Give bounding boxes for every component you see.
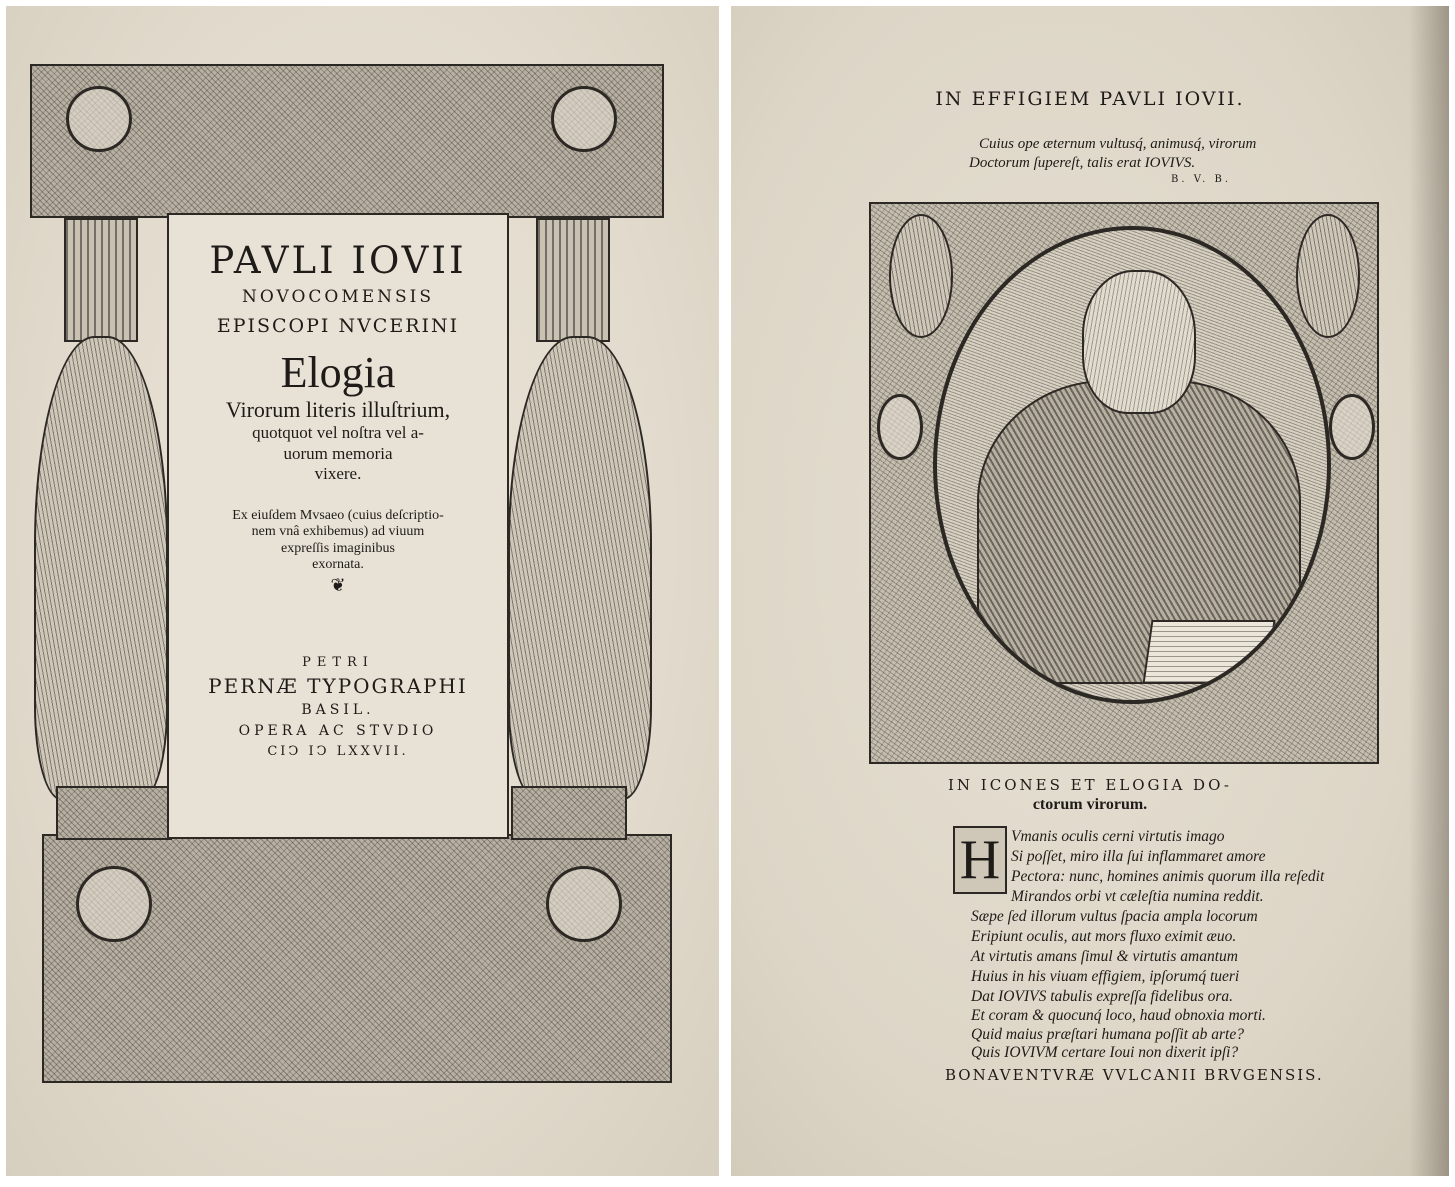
- musaeo-line: Ex eiuſdem Mvsaeo (cuius deſcriptio-: [232, 507, 444, 523]
- poem-line: Sæpe ſed illorum vultus ſpacia ampla locorum: [971, 908, 1258, 925]
- sitter-head: [1082, 270, 1196, 414]
- imprint-printer: PERNÆ TYPOGRAPHI: [208, 673, 468, 698]
- subtitle-line: quotquot vel noſtra vel a-: [252, 422, 424, 442]
- epigram-initials: B. V. B.: [1171, 174, 1232, 185]
- imprint-date: CIϽ IϽ LXXVII.: [267, 744, 409, 760]
- drop-cap-initial: H: [953, 826, 1007, 894]
- poem-line: Huius in his viuam effigiem, ipſorumq́ tueri: [971, 968, 1240, 985]
- poem-line: Vmanis oculis cerni virtutis imago: [1011, 828, 1225, 845]
- left-pedestal: [56, 786, 172, 840]
- scroll-ornament-bottom-left: [76, 866, 152, 942]
- fleuron-icon: ❦: [330, 575, 346, 597]
- author-title: EPISCOPI NVCERINI: [216, 315, 460, 338]
- subtitle-line: uorum memoria: [283, 443, 393, 463]
- scroll-ornament-top-right: [551, 86, 617, 152]
- poem-heading-continued: ctorum virorum.: [1032, 796, 1148, 813]
- musaeo-line: exornata.: [312, 557, 364, 573]
- subtitle-line: vixere.: [314, 464, 362, 484]
- imprint-place: BASIL.: [301, 701, 375, 718]
- portrait-oval-frame: [933, 226, 1331, 704]
- left-standing-figure: [34, 336, 168, 800]
- poem-line: Pectora: nunc, homines animis quorum illa reſedit: [1011, 868, 1325, 885]
- right-pedestal: [511, 786, 627, 840]
- title-page: [6, 6, 719, 1176]
- portrait-page: [731, 6, 1449, 1176]
- right-column: [536, 218, 610, 342]
- poem-line: Et coram & quocunq́ loco, haud obnoxia morti.: [971, 1007, 1266, 1024]
- book-title: Elogia: [280, 348, 396, 398]
- putto-top-left: [889, 214, 953, 338]
- poem-line: Mirandos orbi vt cæleſtia numina reddit.: [1011, 888, 1264, 905]
- epigram-line: Doctorum ſupereſt, talis erat IOVIVS.: [969, 155, 1196, 171]
- poem-line: At virtutis amans ſimul & virtutis amantum: [971, 948, 1238, 965]
- epigram-line: Cuius ope æternum vultusq́, animusq́, virorum: [979, 136, 1257, 152]
- title-cartouche: [167, 213, 509, 839]
- left-column: [64, 218, 138, 342]
- author-name: PAVLI IOVII: [209, 239, 467, 282]
- subtitle-line: Virorum literis illuſtrium,: [225, 396, 451, 422]
- poem-line: Quid maius præſtari humana poſſit ab arte?: [971, 1026, 1244, 1043]
- poem-line: Dat IOVIVS tabulis expreſſa fidelibus ora.: [971, 988, 1234, 1005]
- imprint-petri: PETRI: [302, 655, 374, 671]
- scroll-ornament-bottom-right: [546, 866, 622, 942]
- putto-top-right: [1296, 214, 1360, 338]
- poem-line: Eripiunt oculis, aut mors fluxo eximit æuo.: [971, 928, 1237, 945]
- imprint-opera: OPERA AC STVDIO: [238, 722, 438, 739]
- scroll-ornament-left: [877, 394, 923, 460]
- musaeo-line: nem vnâ exhibemus) ad viuum: [251, 524, 425, 540]
- portrait-woodcut: [869, 202, 1379, 764]
- page-edge-shadow: [1409, 6, 1449, 1176]
- poem-signature: BONAVENTVRÆ VVLCANII BRVGENSIS.: [945, 1066, 1324, 1084]
- author-origin: NOVOCOMENSIS: [241, 286, 435, 307]
- scroll-ornament-right: [1329, 394, 1375, 460]
- right-armored-figure: [508, 336, 652, 800]
- musaeo-line: expreſſis imaginibus: [281, 540, 395, 556]
- poem-line: Si poſſet, miro illa ſui inflammaret amore: [1011, 848, 1266, 865]
- open-book: [1143, 620, 1276, 684]
- poem-heading: IN ICONES ET ELOGIA DO-: [947, 776, 1233, 794]
- portrait-heading: IN EFFIGIEM PAVLI IOVII.: [935, 88, 1245, 110]
- poem-line: Quis IOVIVM certare Ioui non dixerit ipſi?: [971, 1044, 1239, 1061]
- scroll-ornament-top-left: [66, 86, 132, 152]
